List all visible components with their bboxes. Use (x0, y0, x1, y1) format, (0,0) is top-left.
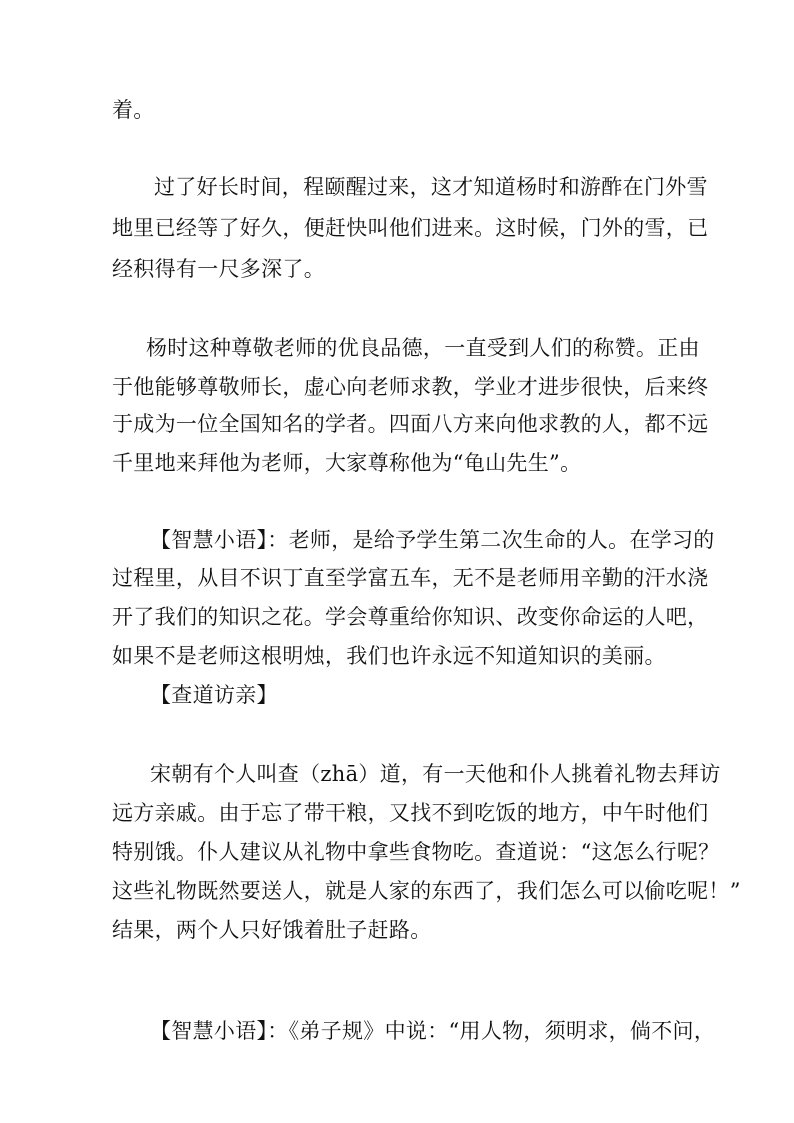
text-line: 如果不是老师这根明烛，我们也许永远不知道知识的美丽。 (112, 644, 666, 668)
text-line: 开了我们的知识之花。学会尊重给你知识、改变你命运的人吧， (112, 605, 709, 629)
text-line: 过了好长时间，程颐醒过来，这才知道杨时和游酢在门外雪 (154, 175, 708, 199)
text-line: 于他能够尊敬师长，虚心向老师求教，学业才进步很快，后来终 (112, 375, 709, 399)
text-line: 于成为一位全国知名的学者。四面八方来向他求教的人，都不远 (112, 412, 709, 436)
text-line: 杨时这种尊敬老师的优良品德，一直受到人们的称赞。正由 (146, 336, 700, 360)
text-line: 特别饿。仆人建议从礼物中拿些食物吃。查道说：“这怎么行呢？ (112, 840, 720, 864)
text-line: 这些礼物既然要送人，就是人家的东西了，我们怎么可以偷吃呢！” (112, 879, 741, 903)
section-heading: 【查道访亲】 (150, 683, 278, 707)
text-line: 远方亲戚。由于忘了带干粮，又找不到吃饭的地方，中午时他们 (112, 801, 709, 825)
text-line: 千里地来拜他为老师，大家尊称他为“龟山先生”。 (112, 451, 582, 475)
text-line: 【智慧小语】：《弟子规》中说：“用人物，须明求，倘不问， (150, 1019, 716, 1043)
text-line: 着。 (112, 98, 155, 122)
text-line: 宋朝有个人叫查（zhā）道，有一天他和仆人挑着礼物去拜访 (150, 762, 721, 786)
text-line: 经积得有一尺多深了。 (112, 257, 325, 281)
text-line: 过程里，从目不识丁直至学富五车，无不是老师用辛勤的汗水浇 (112, 566, 709, 590)
text-line: 结果，两个人只好饿着肚子赶路。 (112, 918, 432, 942)
text-line: 【智慧小语】：老师，是给予学生第二次生命的人。在学习的 (150, 528, 715, 552)
text-line: 地里已经等了好久，便赶快叫他们进来。这时候，门外的雪，已 (112, 216, 709, 240)
